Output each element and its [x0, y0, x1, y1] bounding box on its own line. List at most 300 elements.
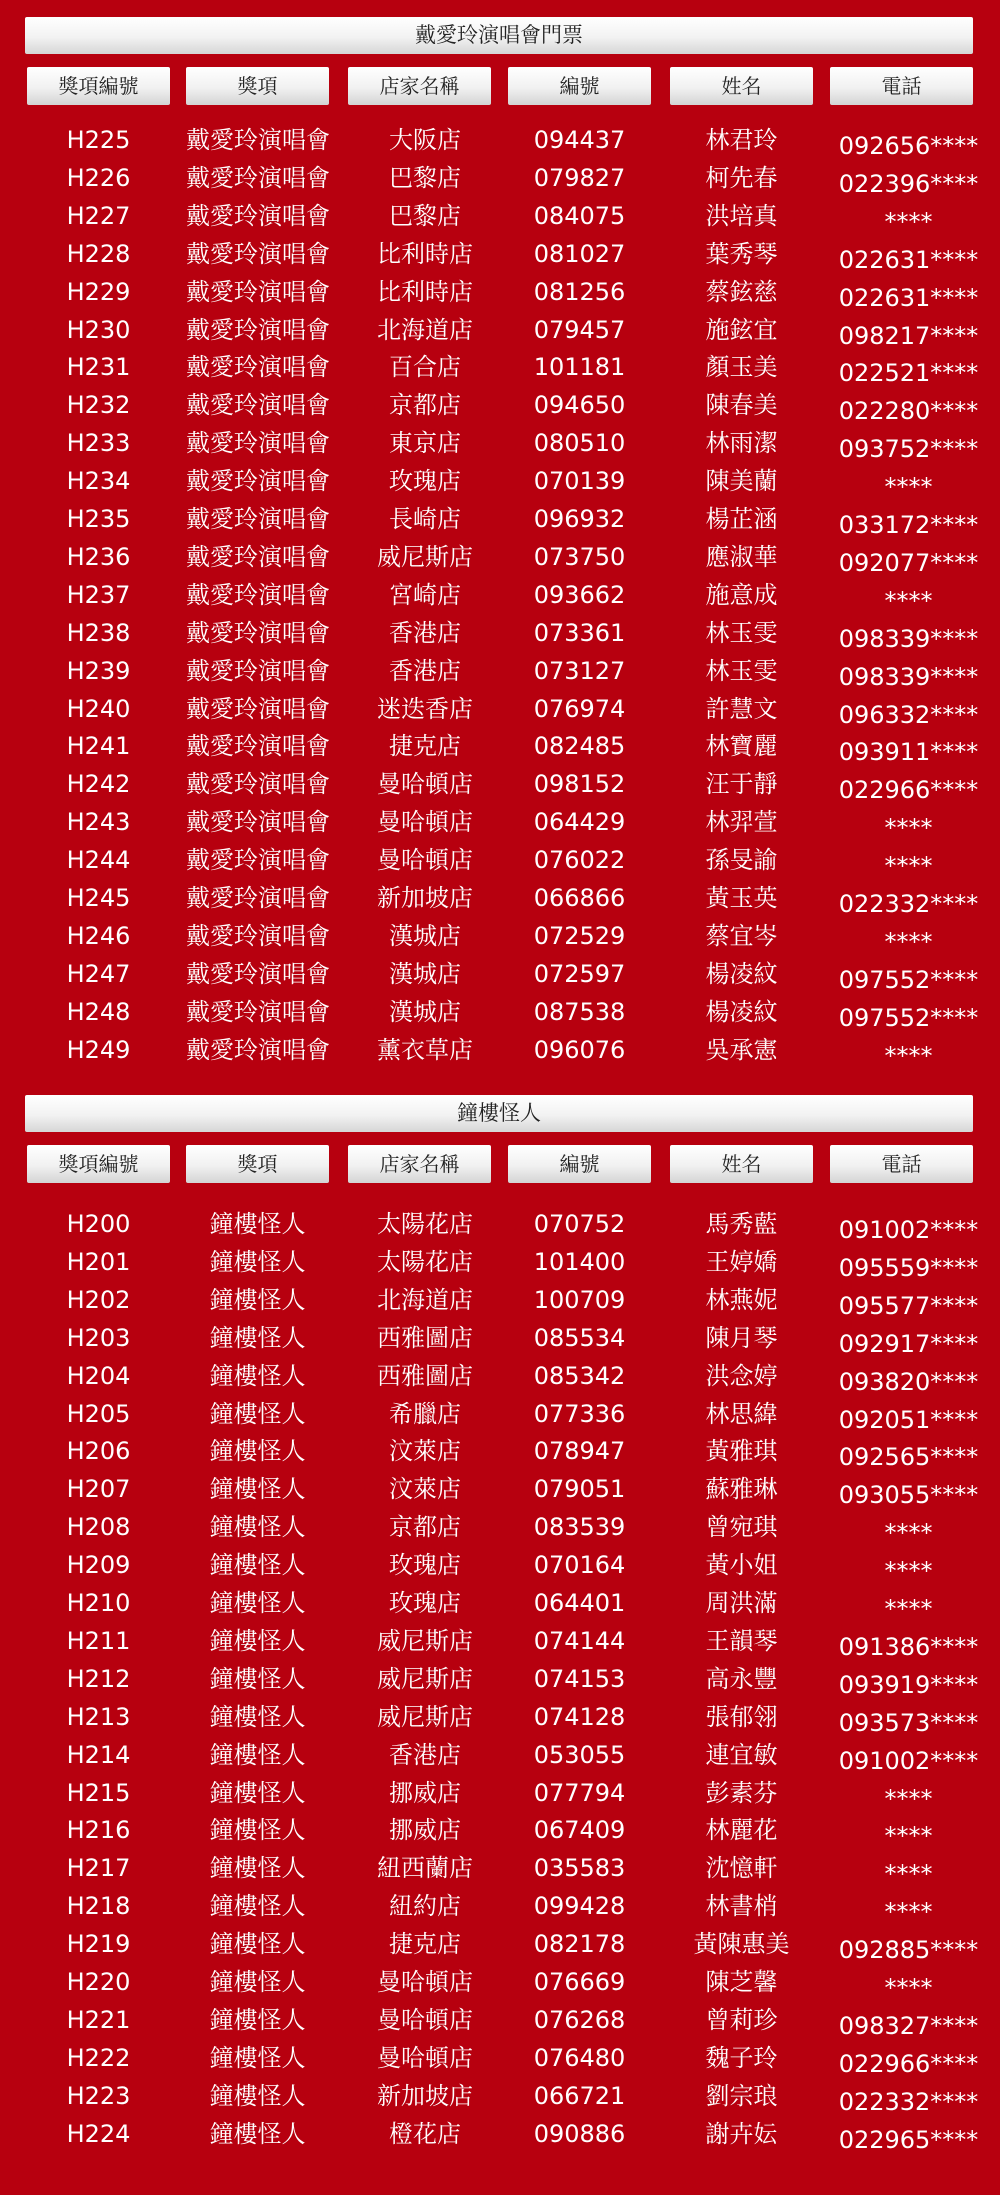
cell-prize-id: H226	[66, 163, 131, 192]
cell-name: 洪念婷	[705, 1361, 778, 1390]
cell-name: 沈憶軒	[705, 1854, 778, 1883]
cell-prize: 鐘樓怪人	[209, 1513, 306, 1542]
cell-name: 陳月琴	[705, 1323, 778, 1352]
cell-name: 林君玲	[705, 126, 778, 154]
cell-prize-id: H202	[66, 1285, 131, 1314]
cell-store-name: 太陽花店	[377, 1210, 473, 1238]
cell-phone: 098339****	[838, 624, 979, 653]
cell-prize: 戴愛玲演唱會	[186, 542, 330, 571]
cell-prize-id: H244	[66, 846, 131, 875]
cell-store-name: 百合店	[389, 353, 461, 382]
cell-prize: 戴愛玲演唱會	[186, 505, 330, 533]
cell-prize-id: H247	[66, 959, 131, 988]
cell-number: 081027	[533, 239, 626, 268]
cell-phone: 033172****	[838, 511, 979, 539]
cell-name: 林羿萱	[705, 808, 778, 837]
table-row	[0, 1508, 1000, 1546]
table-row	[0, 1319, 1000, 1357]
cell-phone: 022966****	[838, 776, 979, 805]
cell-store-name: 汶萊店	[389, 1475, 461, 1504]
table-row	[0, 235, 1000, 273]
cell-prize: 戴愛玲演唱會	[186, 201, 330, 230]
cell-prize-id: H240	[66, 694, 131, 723]
cell-name: 孫旻諭	[705, 846, 778, 875]
table-row	[0, 879, 1000, 917]
cell-store-name: 京都店	[389, 391, 461, 420]
table-row	[0, 1546, 1000, 1584]
cell-name: 林寶麗	[705, 732, 778, 761]
table-row	[0, 1774, 1000, 1812]
cell-name: 陳芝馨	[705, 1968, 778, 1996]
cell-prize-id: H219	[66, 1930, 131, 1959]
table-row	[0, 462, 1000, 500]
cell-prize: 鐘樓怪人	[209, 1626, 306, 1655]
cell-prize: 鐘樓怪人	[209, 2119, 306, 2148]
cell-number: 093662	[533, 580, 626, 609]
cell-phone: 022332****	[838, 890, 979, 918]
cell-number: 082178	[533, 1930, 626, 1959]
cell-prize-id: H215	[66, 1778, 131, 1807]
cell-number: 072529	[533, 921, 626, 950]
cell-name: 楊凌紋	[705, 997, 778, 1026]
cell-prize: 鐘樓怪人	[209, 1323, 306, 1352]
cell-prize-id: H220	[66, 1968, 131, 1996]
cell-prize: 鐘樓怪人	[209, 1475, 306, 1504]
header-prize: 獎項	[186, 67, 329, 105]
cell-number: 090886	[533, 2119, 626, 2148]
cell-prize-id: H200	[66, 1210, 131, 1238]
cell-name: 吳承憲	[705, 1035, 778, 1064]
table-row	[0, 803, 1000, 841]
cell-store-name: 巴黎店	[389, 163, 461, 192]
cell-name: 葉秀琴	[705, 239, 778, 268]
cell-name: 魏子玲	[705, 2043, 778, 2072]
cell-prize: 鐘樓怪人	[209, 1551, 306, 1580]
cell-prize: 鐘樓怪人	[209, 1247, 306, 1276]
cell-prize-id: H218	[66, 1892, 131, 1921]
cell-name: 陳春美	[705, 391, 778, 420]
cell-store-name: 西雅圖店	[377, 1361, 473, 1390]
cell-prize: 戴愛玲演唱會	[186, 391, 330, 420]
cell-store-name: 橙花店	[389, 2119, 461, 2148]
cell-number: 073750	[533, 542, 626, 571]
cell-phone: 022631****	[838, 245, 979, 274]
cell-number: 083539	[533, 1513, 626, 1542]
header-prize-id: 獎項編號	[27, 67, 170, 105]
cell-store-name: 紐約店	[389, 1892, 461, 1921]
cell-name: 柯先春	[705, 163, 778, 192]
cell-name: 林雨潔	[705, 429, 778, 458]
cell-prize: 戴愛玲演唱會	[186, 315, 330, 344]
cell-name: 楊凌紋	[705, 959, 778, 988]
table-row	[0, 1395, 1000, 1433]
cell-prize-id: H223	[66, 2081, 131, 2110]
cell-store-name: 威尼斯店	[377, 1702, 473, 1731]
cell-store-name: 紐西蘭店	[377, 1854, 473, 1883]
cell-prize-id: H236	[66, 542, 131, 571]
cell-phone: 092565****	[838, 1443, 979, 1472]
cell-prize-id: H239	[66, 656, 131, 685]
cell-store-name: 西雅圖店	[377, 1323, 473, 1352]
cell-name: 應淑華	[705, 542, 778, 571]
cell-name: 施鉉宜	[705, 315, 778, 344]
cell-store-name: 漢城店	[389, 997, 461, 1026]
cell-number: 085342	[533, 1361, 626, 1390]
cell-prize-id: H206	[66, 1437, 131, 1466]
cell-phone: ****	[884, 473, 933, 502]
cell-name: 連宜敏	[705, 1740, 778, 1769]
cell-number: 076669	[533, 1968, 626, 1996]
cell-store-name: 長崎店	[389, 505, 461, 533]
table-row	[0, 348, 1000, 386]
cell-name: 黃玉英	[705, 884, 778, 912]
cell-number: 101181	[533, 353, 626, 382]
cell-prize: 鐘樓怪人	[209, 1854, 306, 1883]
cell-store-name: 北海道店	[377, 315, 473, 344]
cell-prize: 鐘樓怪人	[209, 1210, 306, 1238]
cell-number: 079827	[533, 163, 626, 192]
header-name: 姓名	[670, 67, 813, 105]
cell-prize-id: H238	[66, 618, 131, 647]
cell-prize-id: H235	[66, 505, 131, 533]
table-row	[0, 500, 1000, 538]
cell-prize-id: H222	[66, 2043, 131, 2072]
cell-prize-id: H204	[66, 1361, 131, 1390]
header-number: 編號	[508, 67, 651, 105]
cell-prize-id: H201	[66, 1247, 131, 1276]
cell-phone: ****	[884, 1822, 933, 1851]
cell-prize: 戴愛玲演唱會	[186, 126, 330, 154]
cell-phone: ****	[884, 1519, 933, 1548]
cell-name: 劉宗琅	[705, 2081, 778, 2110]
cell-prize-id: H216	[66, 1816, 131, 1845]
cell-prize: 鐘樓怪人	[209, 1361, 306, 1390]
cell-phone: 093919****	[838, 1670, 979, 1699]
cell-name: 顏玉美	[705, 353, 778, 382]
table-row	[0, 841, 1000, 879]
cell-number: 064429	[533, 808, 626, 837]
cell-prize: 鐘樓怪人	[209, 1968, 306, 1996]
header-store-name: 店家名稱	[348, 1145, 491, 1183]
cell-phone: 022631****	[838, 283, 979, 312]
cell-phone: 092077****	[838, 548, 979, 577]
header-store-name: 店家名稱	[348, 67, 491, 105]
cell-prize: 戴愛玲演唱會	[186, 239, 330, 268]
cell-prize-id: H249	[66, 1035, 131, 1064]
cell-prize-id: H233	[66, 429, 131, 458]
cell-phone: 093573****	[838, 1708, 979, 1737]
cell-phone: 098339****	[838, 662, 979, 691]
cell-prize: 鐘樓怪人	[209, 1892, 306, 1921]
cell-number: 074128	[533, 1702, 626, 1731]
cell-store-name: 挪威店	[389, 1816, 461, 1845]
cell-prize: 戴愛玲演唱會	[186, 997, 330, 1026]
cell-prize-id: H229	[66, 277, 131, 306]
header-prize-id: 獎項編號	[27, 1145, 170, 1183]
cell-name: 高永豐	[705, 1664, 778, 1693]
cell-name: 謝卉妘	[705, 2119, 778, 2148]
table-row	[0, 538, 1000, 576]
table-row	[0, 1243, 1000, 1281]
cell-number: 076974	[533, 694, 626, 723]
cell-phone: 092885****	[838, 1936, 979, 1965]
table-row	[0, 1357, 1000, 1395]
cell-name: 許慧文	[705, 694, 778, 723]
table-row	[0, 1811, 1000, 1849]
cell-prize-id: H237	[66, 580, 131, 609]
cell-phone: ****	[884, 1557, 933, 1586]
cell-store-name: 曼哈頓店	[377, 2043, 473, 2072]
table-row	[0, 614, 1000, 652]
cell-number: 087538	[533, 997, 626, 1026]
cell-prize: 鐘樓怪人	[209, 1702, 306, 1731]
cell-number: 079457	[533, 315, 626, 344]
table-row	[0, 1205, 1000, 1243]
cell-prize-id: H242	[66, 770, 131, 799]
cell-phone: ****	[884, 1041, 933, 1070]
section-title: 鐘樓怪人	[25, 1095, 973, 1132]
table-row	[0, 727, 1000, 765]
cell-prize: 鐘樓怪人	[209, 2043, 306, 2072]
cell-store-name: 玫瑰店	[389, 1589, 461, 1617]
cell-store-name: 威尼斯店	[377, 1626, 473, 1655]
cell-prize: 鐘樓怪人	[209, 2081, 306, 2110]
cell-name: 王韻琴	[705, 1626, 778, 1655]
cell-prize: 戴愛玲演唱會	[186, 846, 330, 875]
cell-store-name: 香港店	[389, 618, 461, 647]
table-row	[0, 917, 1000, 955]
cell-prize: 戴愛玲演唱會	[186, 959, 330, 988]
cell-number: 085534	[533, 1323, 626, 1352]
cell-phone: 093055****	[838, 1481, 979, 1510]
table-row	[0, 1849, 1000, 1887]
cell-phone: 092656****	[838, 132, 979, 160]
cell-phone: ****	[884, 1595, 933, 1623]
cell-store-name: 香港店	[389, 656, 461, 685]
table-row	[0, 197, 1000, 235]
cell-phone: ****	[884, 1860, 933, 1889]
cell-phone: 093752****	[838, 435, 979, 464]
cell-number: 096076	[533, 1035, 626, 1064]
header-number: 編號	[508, 1145, 651, 1183]
cell-phone: 092051****	[838, 1405, 979, 1434]
cell-number: 076480	[533, 2043, 626, 2072]
cell-phone: 022280****	[838, 397, 979, 426]
cell-store-name: 玫瑰店	[389, 467, 461, 496]
cell-name: 黃陳惠美	[693, 1930, 790, 1959]
cell-prize: 鐘樓怪人	[209, 1589, 306, 1617]
cell-prize: 戴愛玲演唱會	[186, 580, 330, 609]
cell-phone: ****	[884, 1974, 933, 2002]
cell-number: 076022	[533, 846, 626, 875]
cell-prize: 鐘樓怪人	[209, 1399, 306, 1428]
table-row	[0, 1736, 1000, 1774]
cell-number: 066721	[533, 2081, 626, 2110]
cell-prize-id: H209	[66, 1551, 131, 1580]
cell-store-name: 漢城店	[389, 921, 461, 950]
cell-prize-id: H225	[66, 126, 131, 154]
cell-prize-id: H234	[66, 467, 131, 496]
cell-phone: ****	[884, 207, 933, 236]
cell-name: 蘇雅琳	[705, 1475, 778, 1504]
table-row	[0, 386, 1000, 424]
cell-store-name: 北海道店	[377, 1285, 473, 1314]
cell-store-name: 香港店	[389, 1740, 461, 1769]
table-row	[0, 273, 1000, 311]
header-prize: 獎項	[186, 1145, 329, 1183]
table-row	[0, 690, 1000, 728]
cell-number: 074144	[533, 1626, 626, 1655]
cell-phone: 092917****	[838, 1329, 979, 1358]
table-row	[0, 2001, 1000, 2039]
table-row	[0, 576, 1000, 614]
cell-prize: 戴愛玲演唱會	[186, 732, 330, 761]
cell-number: 064401	[533, 1589, 626, 1617]
cell-name: 林思緯	[705, 1399, 778, 1428]
cell-store-name: 京都店	[389, 1513, 461, 1542]
cell-store-name: 希臘店	[389, 1399, 461, 1428]
cell-number: 078947	[533, 1437, 626, 1466]
cell-prize: 戴愛玲演唱會	[186, 656, 330, 685]
table-row	[0, 1698, 1000, 1736]
cell-prize: 鐘樓怪人	[209, 1437, 306, 1466]
table-row	[0, 1281, 1000, 1319]
cell-prize: 戴愛玲演唱會	[186, 163, 330, 192]
table-row	[0, 1432, 1000, 1470]
section-title: 戴愛玲演唱會門票	[25, 17, 973, 54]
cell-number: 101400	[533, 1247, 626, 1276]
cell-store-name: 太陽花店	[377, 1247, 473, 1276]
cell-store-name: 東京店	[389, 429, 461, 458]
cell-prize-id: H243	[66, 808, 131, 837]
cell-prize-id: H213	[66, 1702, 131, 1731]
header-phone: 電話	[830, 1145, 973, 1183]
cell-name: 曾宛琪	[705, 1513, 778, 1542]
cell-store-name: 大阪店	[389, 126, 461, 154]
cell-phone: ****	[884, 927, 933, 956]
cell-name: 楊芷涵	[705, 505, 778, 533]
cell-phone: 091386****	[838, 1632, 979, 1661]
cell-phone: 097552****	[838, 965, 979, 994]
cell-name: 施意成	[705, 580, 778, 609]
cell-number: 072597	[533, 959, 626, 988]
cell-name: 蔡宜岑	[705, 921, 778, 950]
header-phone: 電話	[830, 67, 973, 105]
cell-prize: 戴愛玲演唱會	[186, 467, 330, 496]
cell-prize-id: H227	[66, 201, 131, 230]
cell-name: 黃小姐	[705, 1551, 778, 1580]
cell-phone: 096332****	[838, 700, 979, 729]
cell-prize: 戴愛玲演唱會	[186, 884, 330, 912]
cell-phone: 095577****	[838, 1291, 979, 1320]
cell-prize-id: H221	[66, 2005, 131, 2034]
cell-name: 林燕妮	[705, 1285, 778, 1314]
cell-prize: 戴愛玲演唱會	[186, 770, 330, 799]
cell-number: 081256	[533, 277, 626, 306]
cell-prize-id: H245	[66, 884, 131, 912]
cell-phone: 098327****	[838, 2011, 979, 2040]
cell-prize: 戴愛玲演唱會	[186, 277, 330, 306]
cell-name: 馬秀藍	[705, 1210, 778, 1238]
cell-name: 黃雅琪	[705, 1437, 778, 1466]
cell-store-name: 巴黎店	[389, 201, 461, 230]
table-row	[0, 1925, 1000, 1963]
cell-store-name: 曼哈頓店	[377, 770, 473, 799]
cell-prize: 鐘樓怪人	[209, 1664, 306, 1693]
table-row	[0, 1584, 1000, 1622]
cell-prize-id: H246	[66, 921, 131, 950]
cell-phone: 022396****	[838, 169, 979, 198]
cell-number: 077336	[533, 1399, 626, 1428]
cell-prize: 戴愛玲演唱會	[186, 694, 330, 723]
table-row	[0, 652, 1000, 690]
cell-prize-id: H232	[66, 391, 131, 420]
table-row	[0, 1622, 1000, 1660]
cell-prize-id: H241	[66, 732, 131, 761]
cell-number: 100709	[533, 1285, 626, 1314]
cell-store-name: 新加坡店	[377, 2081, 473, 2110]
cell-prize-id: H217	[66, 1854, 131, 1883]
cell-name: 蔡鉉慈	[705, 277, 778, 306]
cell-name: 林玉雯	[705, 656, 778, 685]
cell-store-name: 宮崎店	[389, 580, 461, 609]
header-name: 姓名	[670, 1145, 813, 1183]
cell-prize: 鐘樓怪人	[209, 1778, 306, 1807]
cell-phone: ****	[884, 586, 933, 615]
table-row	[0, 424, 1000, 462]
cell-store-name: 漢城店	[389, 959, 461, 988]
cell-store-name: 迷迭香店	[377, 694, 473, 723]
cell-name: 彭素芬	[705, 1778, 778, 1807]
cell-phone: 093820****	[838, 1367, 979, 1396]
table-row	[0, 2115, 1000, 2153]
cell-name: 林麗花	[705, 1816, 778, 1845]
cell-number: 070139	[533, 467, 626, 496]
cell-number: 070164	[533, 1551, 626, 1580]
cell-name: 林書梢	[705, 1892, 778, 1921]
cell-store-name: 曼哈頓店	[377, 1968, 473, 1996]
cell-phone: 095559****	[838, 1253, 979, 1282]
cell-number: 079051	[533, 1475, 626, 1504]
cell-store-name: 捷克店	[389, 1930, 461, 1959]
cell-phone: 097552****	[838, 1003, 979, 1032]
cell-store-name: 曼哈頓店	[377, 846, 473, 875]
cell-prize: 戴愛玲演唱會	[186, 921, 330, 950]
cell-prize-id: H248	[66, 997, 131, 1026]
cell-name: 王婷嬌	[705, 1247, 778, 1276]
cell-phone: 091002****	[838, 1216, 979, 1244]
cell-prize-id: H228	[66, 239, 131, 268]
cell-phone: 022521****	[838, 359, 979, 388]
table-row	[0, 1887, 1000, 1925]
cell-store-name: 威尼斯店	[377, 542, 473, 571]
cell-name: 陳美蘭	[705, 467, 778, 496]
cell-prize: 戴愛玲演唱會	[186, 1035, 330, 1064]
cell-number: 096932	[533, 505, 626, 533]
cell-number: 035583	[533, 1854, 626, 1883]
cell-prize-id: H211	[66, 1626, 131, 1655]
table-row	[0, 121, 1000, 159]
cell-number: 077794	[533, 1778, 626, 1807]
cell-store-name: 捷克店	[389, 732, 461, 761]
cell-prize-id: H205	[66, 1399, 131, 1428]
cell-phone: ****	[884, 1898, 933, 1927]
cell-number: 082485	[533, 732, 626, 761]
cell-store-name: 新加坡店	[377, 884, 473, 912]
cell-store-name: 曼哈頓店	[377, 2005, 473, 2034]
cell-phone: 098217****	[838, 321, 979, 350]
cell-phone: ****	[884, 852, 933, 881]
